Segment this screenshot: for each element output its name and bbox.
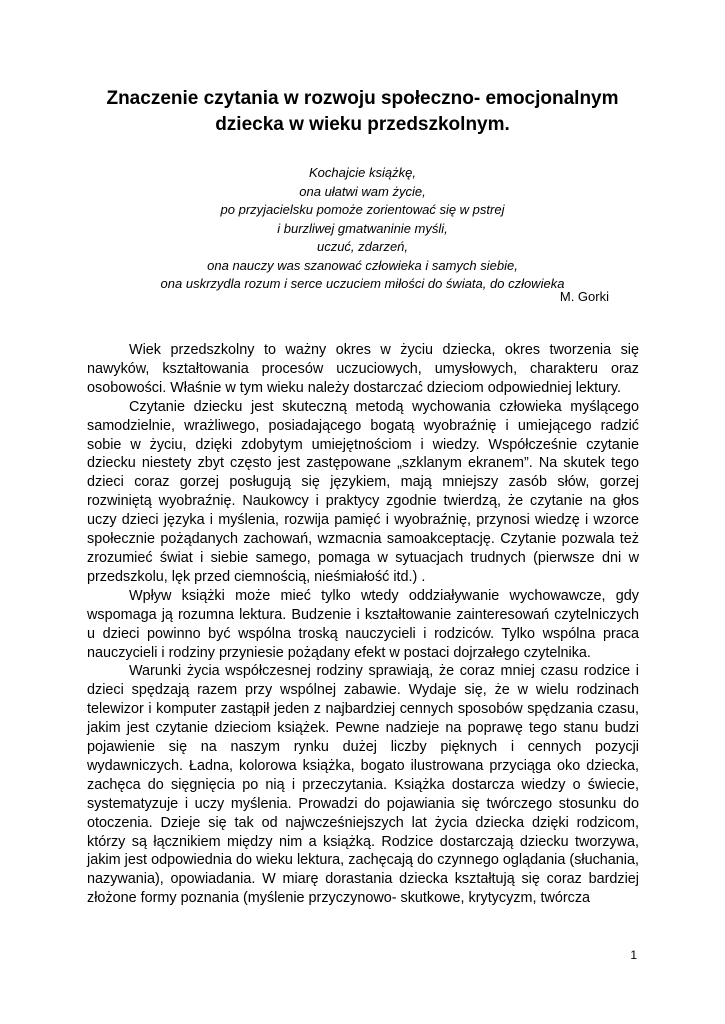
epigraph-line: i burzliwej gmatwaninie myśli, <box>277 220 448 236</box>
title-line-2: dziecka w wieku przedszkolnym. <box>215 114 510 135</box>
body-paragraph: Czytanie dziecku jest skuteczną metodą wychowania człowieka myślącego samodzielnie, wrażliwego, posiadającego bogatą wyobraźnię i umiejącego radzić sobie w życiu, dzięki zdobytym umiejętnościom i wiedzy. Współcześnie czytanie dziecku niestety zbyt często jest zastępowane „szklanym ekranem”. Na skutek tego dzieci coraz gorzej posługują się językiem, mają mniejszy zasób słów, gorzej rozwiniętą wyobraźnię. Naukowcy i praktycy zgodnie twierdzą, że czytanie na głos uczy dzieci języka i myślenia, rozwija pamięć i wyobraźnię, przynosi wiedzę i wzorce społecznie pożądanych zachowań, wzmacnia samoakceptację. Czytanie pozwala też zrozumieć świat i siebie samego, pomaga w sytuacjach trudnych (pierwsze dni w przedszkolu, lęk przed ciemnością, nieśmiałość itd.) . <box>87 398 639 585</box>
title-line-1: Znaczenie czytania w rozwoju społeczno- emocjonalnym <box>106 88 619 109</box>
epigraph-line: ona ułatwi wam życie, <box>299 183 426 199</box>
document-title <box>60 86 665 138</box>
epigraph-line: uczuć, zdarzeń, <box>316 239 409 254</box>
epigraph-line: po przyjacielsku pomoże zorientować się w pstrej <box>220 202 505 217</box>
document-body <box>87 341 639 908</box>
page-number: 1 <box>630 948 637 962</box>
epigraph-line: Kochajcie książkę, <box>309 165 416 180</box>
epigraph-author: M. Gorki <box>559 289 609 304</box>
body-paragraph: Wiek przedszkolny to ważny okres w życiu dziecka, okres tworzenia się nawyków, kształtowania procesów uczuciowych, umysłowych, charakteru oraz osobowości. Właśnie w tym wieku należy dostarczać dzieciom odpowiedniej lektury. <box>87 342 639 396</box>
epigraph <box>80 164 645 294</box>
body-paragraph: Wpływ książki może mieć tylko wtedy oddziaływanie wychowawcze, gdy wspomaga ją rozumna lektura. Budzenie i kształtowanie zainteresowań czytelniczych u dzieci powinno być wspólna troską nauczycieli i rodziców. Tylko wspólna praca nauczycieli i rodziny przyniesie pożądany efekt w postaci dojrzałego czytelnika. <box>87 587 639 661</box>
body-paragraph: Warunki życia współczesnej rodziny sprawiają, że coraz mniej czasu rodzice i dzieci spędzają razem przy wspólnej zabawie. Wydaje się, że w wielu rodzinach telewizor i komputer zastąpił jeden z najbardziej cennych sposobów spędzania czasu, jakim jest czytanie dzieciom książek. Pewne nadzieje na poprawę tego stanu budzi pojawienie się na naszym rynku dużej liczby pięknych i cennych pozycji wydawniczych. Ładna, kolorowa książka, bogato ilustrowana przyciąga oko dziecka, zachęca do sięgnięcia po nią i przeczytania. Książka dostarcza wiedzy o świecie, systematyzuje i uczy myślenia. Prowadzi do pojawiania się twórczego stosunku do otoczenia. Dzieje się tak od najwcześniejszych lat życia dziecka dzięki rodzicom, którzy są łącznikiem między nim a książką. Rodzice dostarczają dziecku tworzywa, jakim jest odpowiednia do wieku lektura, zachęcają do czynnego oglądania (słuchania, nazywania), opowiadania. W miarę dorastania dziecka kształtują się coraz bardziej złożone formy poznania (myślenie przyczynowo- skutkowe, krytycyzm, twórcza <box>87 663 639 907</box>
epigraph-line: ona uskrzydla rozum i serce uczuciem miłości do świata, do człowieka <box>160 276 565 291</box>
epigraph-line: ona nauczy was szanować człowieka i samych siebie, <box>207 257 518 273</box>
